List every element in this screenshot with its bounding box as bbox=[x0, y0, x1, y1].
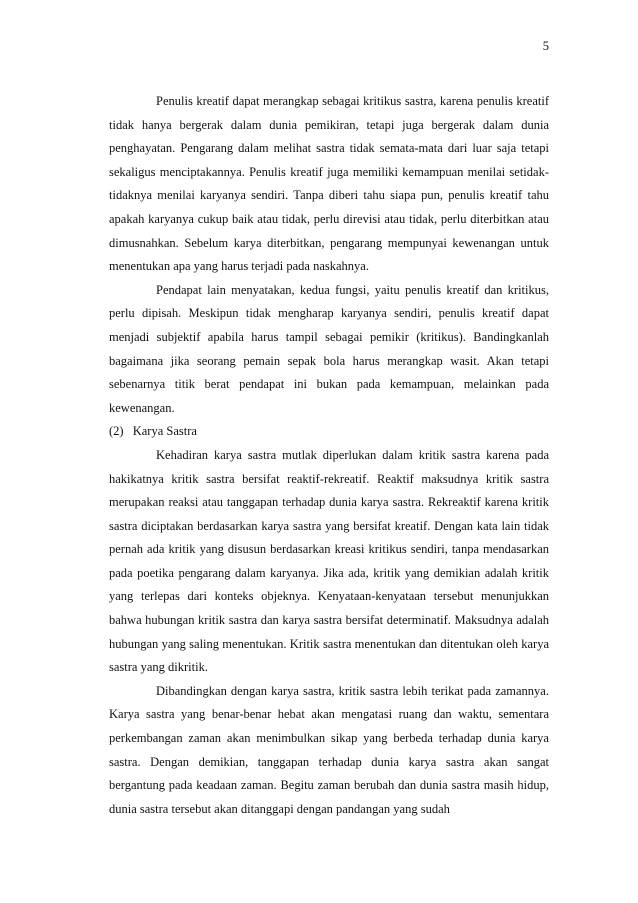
paragraph-1: Penulis kreatif dapat merangkap sebagai kritikus sastra, karena penulis kreatif tidak hanya bergerak dalam dunia pemikiran, tetapi juga bergerak dalam dunia penghayatan. Pengarang dalam melihat sastra tidak semata-mata dari luar saja tetapi sekaligus menciptakannya. Penulis kreatif juga memiliki kemampuan menilai setidak-tidaknya menilai karyanya sendiri. Tanpa diberi tahu siapa pun, penulis kreatif tahu apakah karyanya cukup baik atau tidak, perlu direvisi atau tidak, perlu diterbitkan atau dimusnahkan. Sebelum karya diterbitkan, pengarang mempunyai kewenangan untuk menentukan apa yang harus terjadi pada naskahnya. bbox=[109, 94, 549, 274]
paragraph-4: Dibandingkan dengan karya sastra, kritik sastra lebih terikat pada zamannya. Karya sastra yang benar-benar hebat akan mengatasi ruang dan waktu, sementara perkembangan zaman akan menimbulkan sikap yang berbeda terhadap dunia karya sastra. Dengan demikian, tanggapan terhadap dunia karya sastra akan sangat bergantung pada keadaan zaman. Begitu zaman berubah dan dunia sastra masih hidup, dunia sastra tersebut akan ditanggapi dengan pandangan yang sudah bbox=[109, 683, 549, 816]
page-number: 5 bbox=[542, 39, 549, 53]
section-number: (2) bbox=[109, 424, 124, 439]
body-text bbox=[109, 90, 549, 821]
paragraph-2: Pendapat lain menyatakan, kedua fungsi, yaitu penulis kreatif dan kritikus, perlu dipisah. Meskipun tidak mengharap karyanya sendiri, penulis kreatif dapat menjadi subjektif apabila harus tampil sebagai pemikir (kritikus). Bandingkanlah bagaimana jika seorang pemain sepak bola harus merangkap wasit. Akan tetapi sebenarnya titik berat pendapat ini bukan pada kemampuan, melainkan pada kewenangan. bbox=[109, 282, 549, 415]
section-title: Karya Sastra bbox=[132, 424, 197, 439]
section-heading bbox=[109, 420, 549, 444]
paragraph-3: Kehadiran karya sastra mutlak diperlukan dalam kritik sastra karena pada hakikatnya kritik sastra bersifat reaktif-rekreatif. Reaktif maksudnya kritik sastra merupakan reaksi atau tanggapan terhadap dunia karya sastra. Rekreaktif karena kritik sastra diciptakan berdasarkan karya sastra yang bersifat kreatif. Dengan kata lain tidak pernah ada kritik yang disusun berdasarkan kreasi kritikus sendiri, tanpa mendasarkan pada poetika pengarang dalam karyanya. Jika ada, kritik yang demikian adalah kritik yang terlepas dari konteks objeknya. Kenyataan-kenyataan tersebut menunjukkan bahwa hubungan kritik sastra dan karya sastra bersifat determinatif. Maksudnya adalah hubungan yang saling menentukan. Kritik sastra menentukan dan ditentukan oleh karya sastra yang dikritik. bbox=[109, 447, 549, 675]
